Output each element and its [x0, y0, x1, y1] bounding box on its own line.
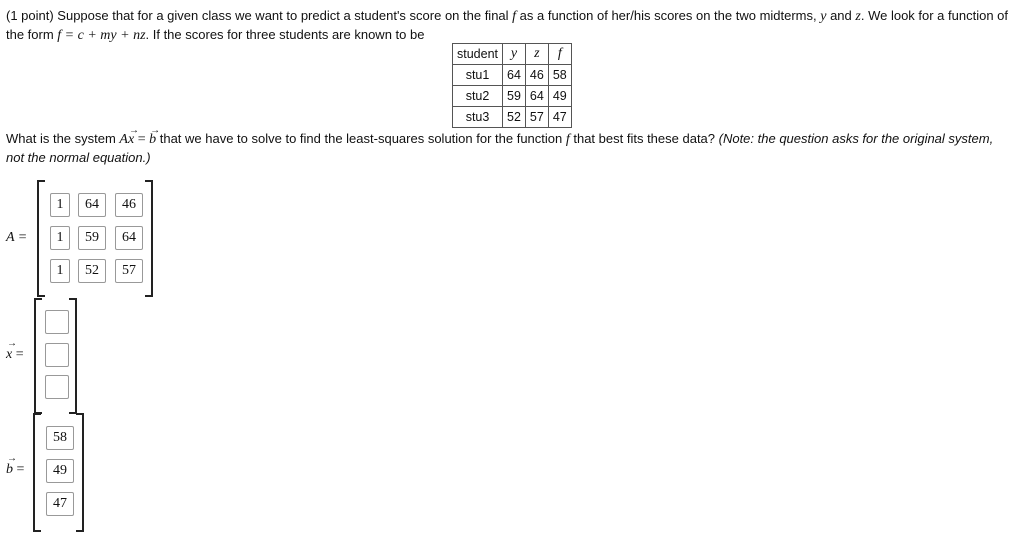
cell: stu1 — [453, 65, 503, 86]
col-header-y: y — [503, 44, 526, 65]
question-text: . We look for a function of — [860, 8, 1009, 23]
vector-x-left-bracket — [34, 298, 42, 414]
cell: 46 — [525, 65, 548, 86]
matrix-a-cell-2-2[interactable]: 59 — [78, 226, 106, 250]
question-text: the form — [6, 27, 58, 42]
matrix-a-cell-3-1[interactable]: 1 — [50, 259, 70, 283]
note-text: not the normal equation.) — [6, 150, 151, 165]
matrix-a-cell-1-2[interactable]: 64 — [78, 193, 106, 217]
table-row — [453, 86, 572, 107]
col-header-f: f — [548, 44, 571, 65]
cell: 49 — [548, 86, 571, 107]
cell: 59 — [503, 86, 526, 107]
cell: 52 — [503, 107, 526, 128]
question-text: that we have to solve to find the least-squares solution for the function — [156, 131, 566, 146]
equals-sign: = — [134, 132, 150, 147]
vector-b-label: → b = — [6, 462, 24, 478]
vector-x-input-1[interactable] — [45, 310, 69, 334]
cell: stu2 — [453, 86, 503, 107]
matrix-a-right-bracket — [145, 180, 153, 297]
matrix-a-label: A = — [6, 230, 28, 245]
matrix-a-cell-3-3[interactable]: 57 — [115, 259, 143, 283]
cell: 64 — [525, 86, 548, 107]
question-text: What is the system — [6, 131, 120, 146]
matrix-a-cell-3-2[interactable]: 52 — [78, 259, 106, 283]
vector-x-label: → x = — [6, 347, 24, 363]
var-b-vector: → b — [149, 131, 156, 149]
var-A: A — [119, 132, 128, 147]
var-x-vector: → x — [128, 131, 134, 149]
note-text: (Note: the question asks for the original system, — [718, 131, 994, 146]
table-row — [453, 107, 572, 128]
vector-b-left-bracket — [33, 413, 41, 532]
question-text: as a function of her/his scores on the two midterms, — [516, 8, 821, 23]
var-f: f — [565, 132, 570, 147]
question-text: that best fits these data? — [569, 131, 719, 146]
matrix-a-cell-1-3[interactable]: 46 — [115, 193, 143, 217]
cell: 47 — [548, 107, 571, 128]
cell: 57 — [525, 107, 548, 128]
vector-x-right-bracket — [69, 298, 77, 414]
cell: 64 — [503, 65, 526, 86]
scores-table — [452, 43, 572, 128]
question-text: and — [826, 8, 856, 23]
vector-x-input-3[interactable] — [45, 375, 69, 399]
var-y: y — [820, 9, 827, 24]
var-z: z — [855, 9, 861, 24]
vector-x-input-2[interactable] — [45, 343, 69, 367]
var-f: f — [512, 9, 517, 24]
vector-b-right-bracket — [76, 413, 84, 532]
vector-b-cell-2[interactable]: 49 — [46, 459, 74, 483]
model-formula: f = c + my + nz — [57, 28, 146, 43]
table-row — [453, 65, 572, 86]
cell: stu3 — [453, 107, 503, 128]
matrix-a-cell-2-3[interactable]: 64 — [115, 226, 143, 250]
cell: 58 — [548, 65, 571, 86]
question-text: . If the scores for three students are known to be — [145, 27, 425, 42]
question-paragraph — [6, 7, 1018, 45]
vector-b-cell-3[interactable]: 47 — [46, 492, 74, 516]
vector-b-cell-1[interactable]: 58 — [46, 426, 74, 450]
matrix-a-cell-2-1[interactable]: 1 — [50, 226, 70, 250]
table-header-row — [453, 44, 572, 65]
question-text: (1 point) Suppose that for a given class we want to predict a student's score on the final — [6, 8, 513, 23]
system-question — [6, 130, 1018, 167]
matrix-a-cell-1-1[interactable]: 1 — [50, 193, 70, 217]
col-header-student: student — [453, 44, 503, 65]
col-header-z: z — [525, 44, 548, 65]
matrix-a-left-bracket — [37, 180, 45, 297]
